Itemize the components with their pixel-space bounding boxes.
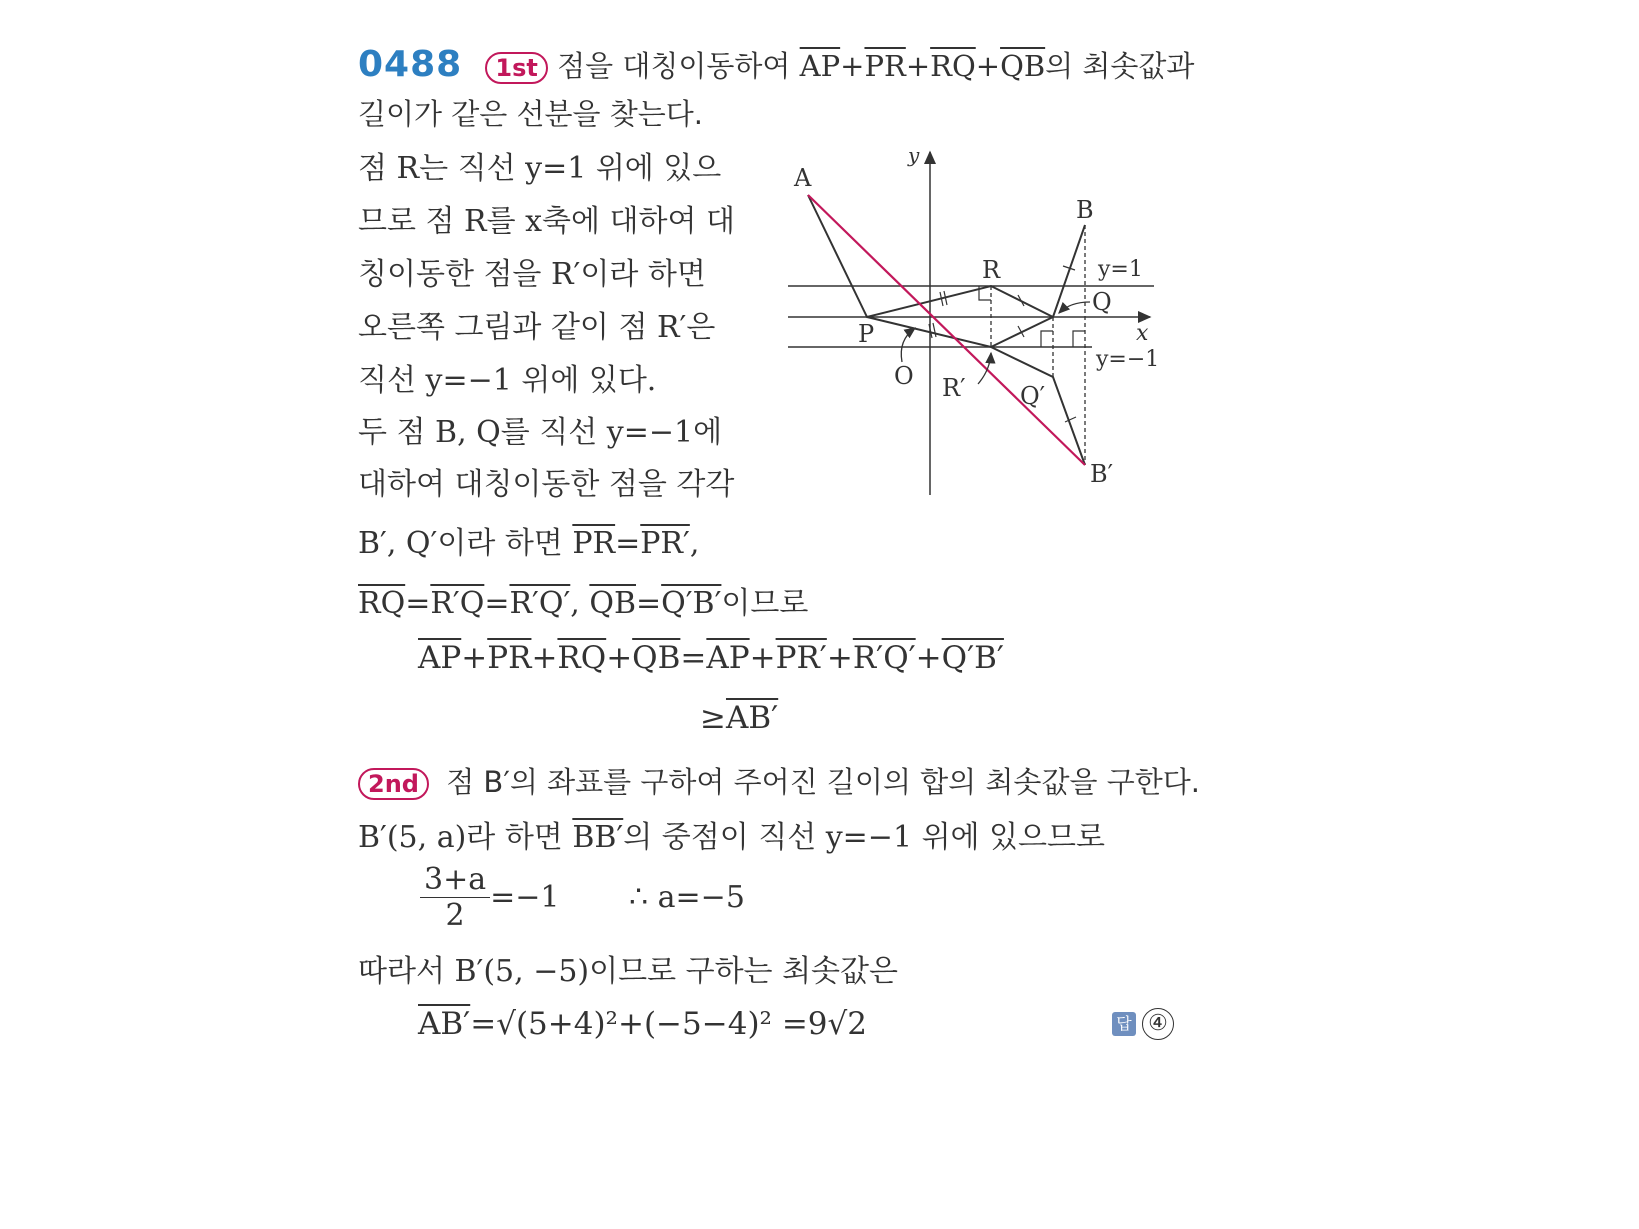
- right-angle-mark: [1073, 331, 1085, 347]
- seg-qb: $\overline{QB}$: [1000, 49, 1046, 83]
- seg-qprime-bprime: Q′B′: [661, 586, 722, 621]
- step1-badge: 1st: [485, 52, 547, 84]
- para-line-7: 대하여 대칭이동한 점을 각각: [358, 467, 735, 502]
- equals-sign: =: [484, 586, 510, 621]
- seg-rprime-q: R′Q: [430, 586, 485, 621]
- therefore-text: ∴ a=−5: [629, 880, 745, 915]
- label-r: R: [982, 256, 1001, 284]
- equals-sign: =: [636, 586, 662, 621]
- line1-text-b: 의 중점이 직선 y=−1 위에 있으므로: [623, 820, 1105, 855]
- seg-pr: $\overline{PR}$: [864, 49, 906, 83]
- frac-rhs: =−1: [490, 880, 560, 915]
- reflection-figure: [780, 140, 1200, 510]
- segment-ab-prime: [808, 195, 1085, 465]
- seg-ab-prime: AB′: [725, 700, 779, 736]
- step2-line: [358, 760, 1200, 801]
- step2-text: 점 B′의 좌표를 구하여 주어진 길이의 합의 최솟값을 구한다.: [446, 765, 1200, 799]
- plus-sign: +: [975, 49, 1001, 83]
- inequality-bound: [700, 700, 778, 736]
- seg: R′Q′: [852, 640, 916, 676]
- label-line-y1: y=1: [1098, 257, 1143, 282]
- label-a: A: [794, 164, 812, 192]
- seg-pr-prime: PR′: [640, 526, 690, 561]
- label-p: P: [858, 320, 875, 348]
- label-o: O: [894, 362, 914, 390]
- para-line-4: 오른쪽 그림과 같이 점 R′은: [358, 310, 716, 345]
- fraction-equation: [420, 862, 745, 933]
- label-r-prime: R′: [942, 374, 966, 402]
- fraction: [420, 862, 490, 933]
- seg: $\overline{PR}$: [487, 640, 532, 676]
- label-arrow: [901, 328, 915, 362]
- seg-rprime-qprime: R′Q′: [509, 586, 571, 621]
- step2-badge: 2nd: [358, 768, 429, 800]
- seg-ab-prime: AB′: [418, 1006, 471, 1042]
- seg: $\overline{QB}$: [632, 640, 681, 676]
- seg-qb: $\overline{QB}$: [589, 586, 636, 621]
- final-equation: [418, 1006, 867, 1042]
- line1-text-a: B′(5, a)라 하면: [358, 820, 573, 855]
- denominator: 2: [445, 898, 465, 933]
- step1-text-a: 점을 대칭이동하여: [557, 49, 800, 83]
- label-b: B: [1076, 196, 1094, 224]
- seg-rq: $\overline{RQ}$: [358, 586, 406, 621]
- final-expression: =√(5+4)²+(−5−4)² =9√2: [470, 1006, 867, 1042]
- plus-sign: +: [826, 640, 853, 676]
- seg-bb-prime: BB′: [572, 820, 624, 855]
- seg: $\overline{AP}$: [706, 640, 750, 676]
- geq-sign: ≥: [700, 700, 726, 736]
- equals-sign: =: [680, 640, 707, 676]
- seg: PR′: [775, 640, 827, 676]
- para-line-9: [358, 578, 808, 622]
- label-q: Q: [1092, 288, 1112, 316]
- seg: $\overline{RQ}$: [557, 640, 607, 676]
- plus-sign: +: [749, 640, 776, 676]
- inequality-line: [418, 640, 1004, 676]
- seg: $\overline{AP}$: [418, 640, 462, 676]
- answer-mark: [1112, 1008, 1174, 1040]
- plus-sign: +: [915, 640, 942, 676]
- para-line-2: 므로 점 R를 x축에 대하여 대: [358, 204, 735, 239]
- plus-sign: +: [905, 49, 931, 83]
- seg-rq: $\overline{RQ}$: [930, 49, 976, 83]
- equals-sign: =: [405, 586, 431, 621]
- para-line-8: [358, 518, 699, 562]
- label-y: y: [908, 143, 920, 167]
- seg: Q′B′: [941, 640, 1004, 676]
- right-angle-mark: [1041, 331, 1053, 347]
- line9-text: 이므로: [721, 586, 809, 621]
- numerator: 3+a: [420, 862, 490, 898]
- line8-text: B′, Q′이라 하면: [358, 526, 573, 561]
- equals-sign: =: [615, 526, 641, 561]
- para-line-6: 두 점 B, Q를 직선 y=−1에: [358, 415, 723, 450]
- header-line-1: [358, 44, 1194, 85]
- para-line-5: 직선 y=−1 위에 있다.: [358, 363, 657, 398]
- answer-choice: ④: [1142, 1008, 1174, 1040]
- plus-sign: +: [531, 640, 558, 676]
- path-a-p-r-q-b: [808, 195, 1085, 317]
- step2-line-3: 따라서 B′(5, −5)이므로 구하는 최솟값은: [358, 954, 898, 989]
- label-line-ym1: y=−1: [1096, 347, 1160, 372]
- comma: ,: [689, 526, 700, 561]
- label-b-prime: B′: [1090, 460, 1114, 488]
- header-line-2: 길이가 같은 선분을 찾는다.: [358, 97, 704, 131]
- para-line-3: 칭이동한 점을 R′이라 하면: [358, 257, 706, 292]
- plus-sign: +: [606, 640, 633, 676]
- seg-ap: $\overline{AP}$: [799, 49, 841, 83]
- para-line-1: 점 R는 직선 y=1 위에 있으: [358, 151, 722, 186]
- answer-icon: 답: [1112, 1012, 1136, 1036]
- step1-text-b: 의 최솟값과: [1045, 49, 1195, 83]
- plus-sign: +: [461, 640, 488, 676]
- plus-sign: +: [840, 49, 865, 83]
- comma: ,: [570, 586, 590, 621]
- label-x: x: [1136, 321, 1149, 346]
- problem-number: 0488: [358, 44, 463, 85]
- label-q-prime: Q′: [1020, 382, 1046, 410]
- step2-line-1: [358, 812, 1105, 856]
- seg-pr: $\overline{PR}$: [572, 526, 616, 561]
